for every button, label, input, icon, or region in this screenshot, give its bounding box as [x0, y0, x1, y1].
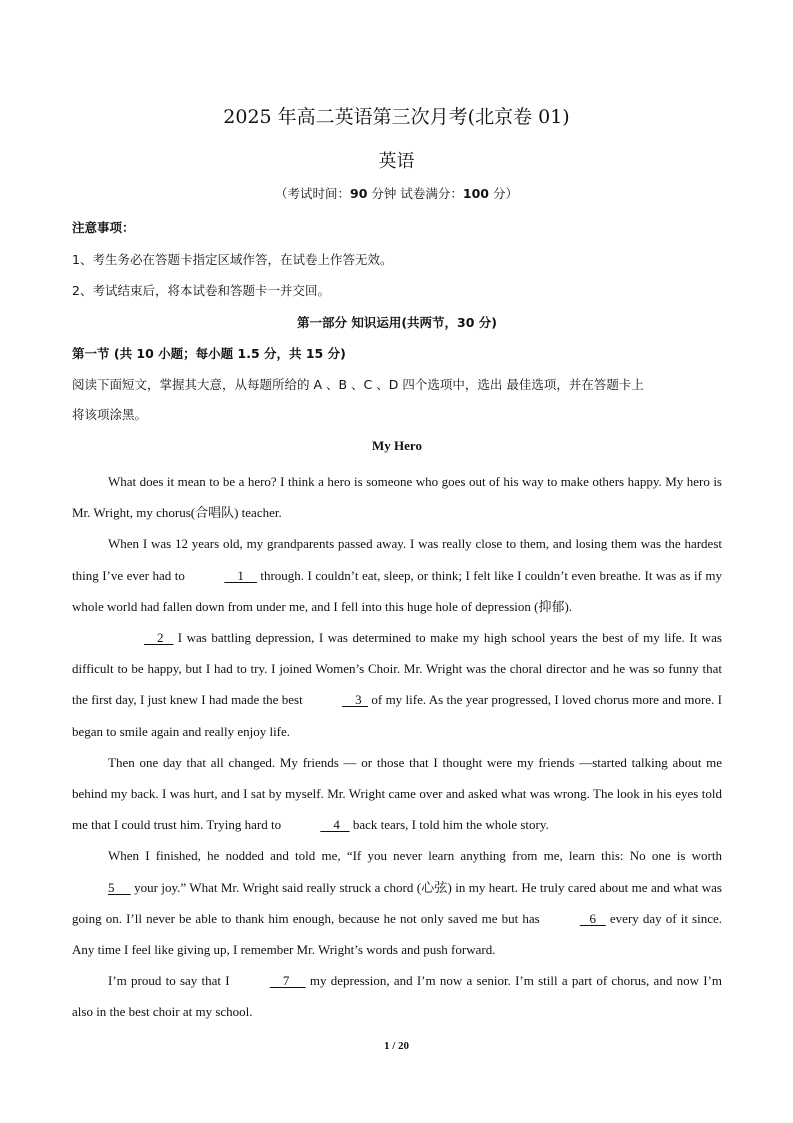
- blank-7: 7: [269, 973, 306, 989]
- time-prefix: （考试时间：: [275, 186, 351, 201]
- passage-paragraph-6: [72, 965, 722, 1027]
- text-run: my depression, and I’m now a senior. I’m still a part of chorus, and now I’m also in the best choir at my school.: [72, 973, 722, 1020]
- instructions-line-1: 阅读下面短文，掌握其大意，从每题所给的 A 、B 、C 、D 四个选项中，选出 最佳选项，并在答题卡上: [72, 377, 644, 392]
- time-unit: 分钟 试卷满分：: [367, 186, 463, 201]
- blank-3: 3: [342, 692, 369, 708]
- passage-title: My Hero: [372, 438, 422, 453]
- text-run: When I finished, he nodded and told me, “If you never learn anything from me, learn this: No one is worth: [108, 848, 722, 864]
- text-run: I was battling depression, I was determined to make my high school years the best of my life. It was difficult to be happy, but I had to try. I joined Women’s Choir. Mr. Wright was the choral director and he was so funny that the first day, I just knew I had made the best: [72, 630, 722, 708]
- text-run: I’m proud to say that I: [108, 973, 234, 989]
- passage-paragraph-4: [72, 747, 722, 841]
- text-run: your joy.” What Mr. Wright said really struck a chord (心弦) in my heart. He truly cared about me and what was going on. I’ll never be able to thank him enough, because he not only saved me but has: [72, 879, 722, 926]
- exam-title: 2025 年高二英语第三次月考(北京卷 01): [223, 106, 570, 128]
- notice-item-2: 2、考试结束后，将本试卷和答题卡一并交回。: [72, 283, 330, 298]
- passage-paragraph-2: [72, 528, 722, 622]
- notice-heading: 注意事项：: [72, 220, 135, 235]
- blank-1: 1: [224, 567, 257, 583]
- text-run: of my life. As the year progressed, I loved chorus more and more. I began to smile again and really enjoy life.: [72, 692, 722, 739]
- text-run: back tears, I told him the whole story.: [349, 817, 549, 833]
- exam-time-info: [0, 184, 793, 202]
- section-one-heading: 第一节 (共 10 小题；每小题 1.5 分，共 15 分): [72, 346, 346, 361]
- blank-6: 6: [579, 910, 606, 926]
- blank-5: 5: [108, 879, 131, 895]
- passage-paragraph-1: What does it mean to be a hero? I think a hero is someone who goes out of his way to make others happy. My hero is Mr. Wright, my chorus(合唱队) teacher.: [72, 474, 722, 521]
- notice-item-1: 1、考生务必在答题卡指定区域作答，在试卷上作答无效。: [72, 252, 393, 267]
- score-suffix: 分）: [488, 186, 518, 201]
- subject-title: 英语: [378, 151, 415, 172]
- passage-body: [72, 466, 722, 1028]
- blank-4: 4: [320, 817, 350, 833]
- blank-2: 2: [144, 630, 174, 646]
- passage-paragraph-5: [72, 840, 722, 965]
- time-value: 90: [350, 186, 368, 201]
- part-one-heading: 第一部分 知识运用(共两节，30 分): [296, 315, 498, 330]
- text-run: When I was 12 years old, my grandparents passed away. I was really close to them, and losing them was the hardest thing I’ve ever had to: [72, 536, 722, 583]
- passage-paragraph-3: [72, 622, 722, 747]
- text-run: every day of it since. Any time I feel like giving up, I remember Mr. Wright’s words and push forward.: [72, 910, 722, 958]
- score-value: 100: [462, 186, 489, 201]
- page-number: 1 / 20: [383, 1040, 410, 1052]
- text-run: through. I couldn’t eat, sleep, or think; I felt like I couldn’t even breathe. It was as if my whole world had fallen down from under me, and I fell into this huge hole of depression (抑郁).: [72, 567, 723, 614]
- instructions-line-2: 将该项涂黑。: [72, 407, 148, 422]
- text-run: Then one day that all changed. My friends — or those that I thought were my friends —started talking about me behind my back. I was hurt, and I sat by myself. Mr. Wright came over and asked what was wrong. The look in his eyes told me that I could trust him. Trying hard to: [72, 754, 722, 833]
